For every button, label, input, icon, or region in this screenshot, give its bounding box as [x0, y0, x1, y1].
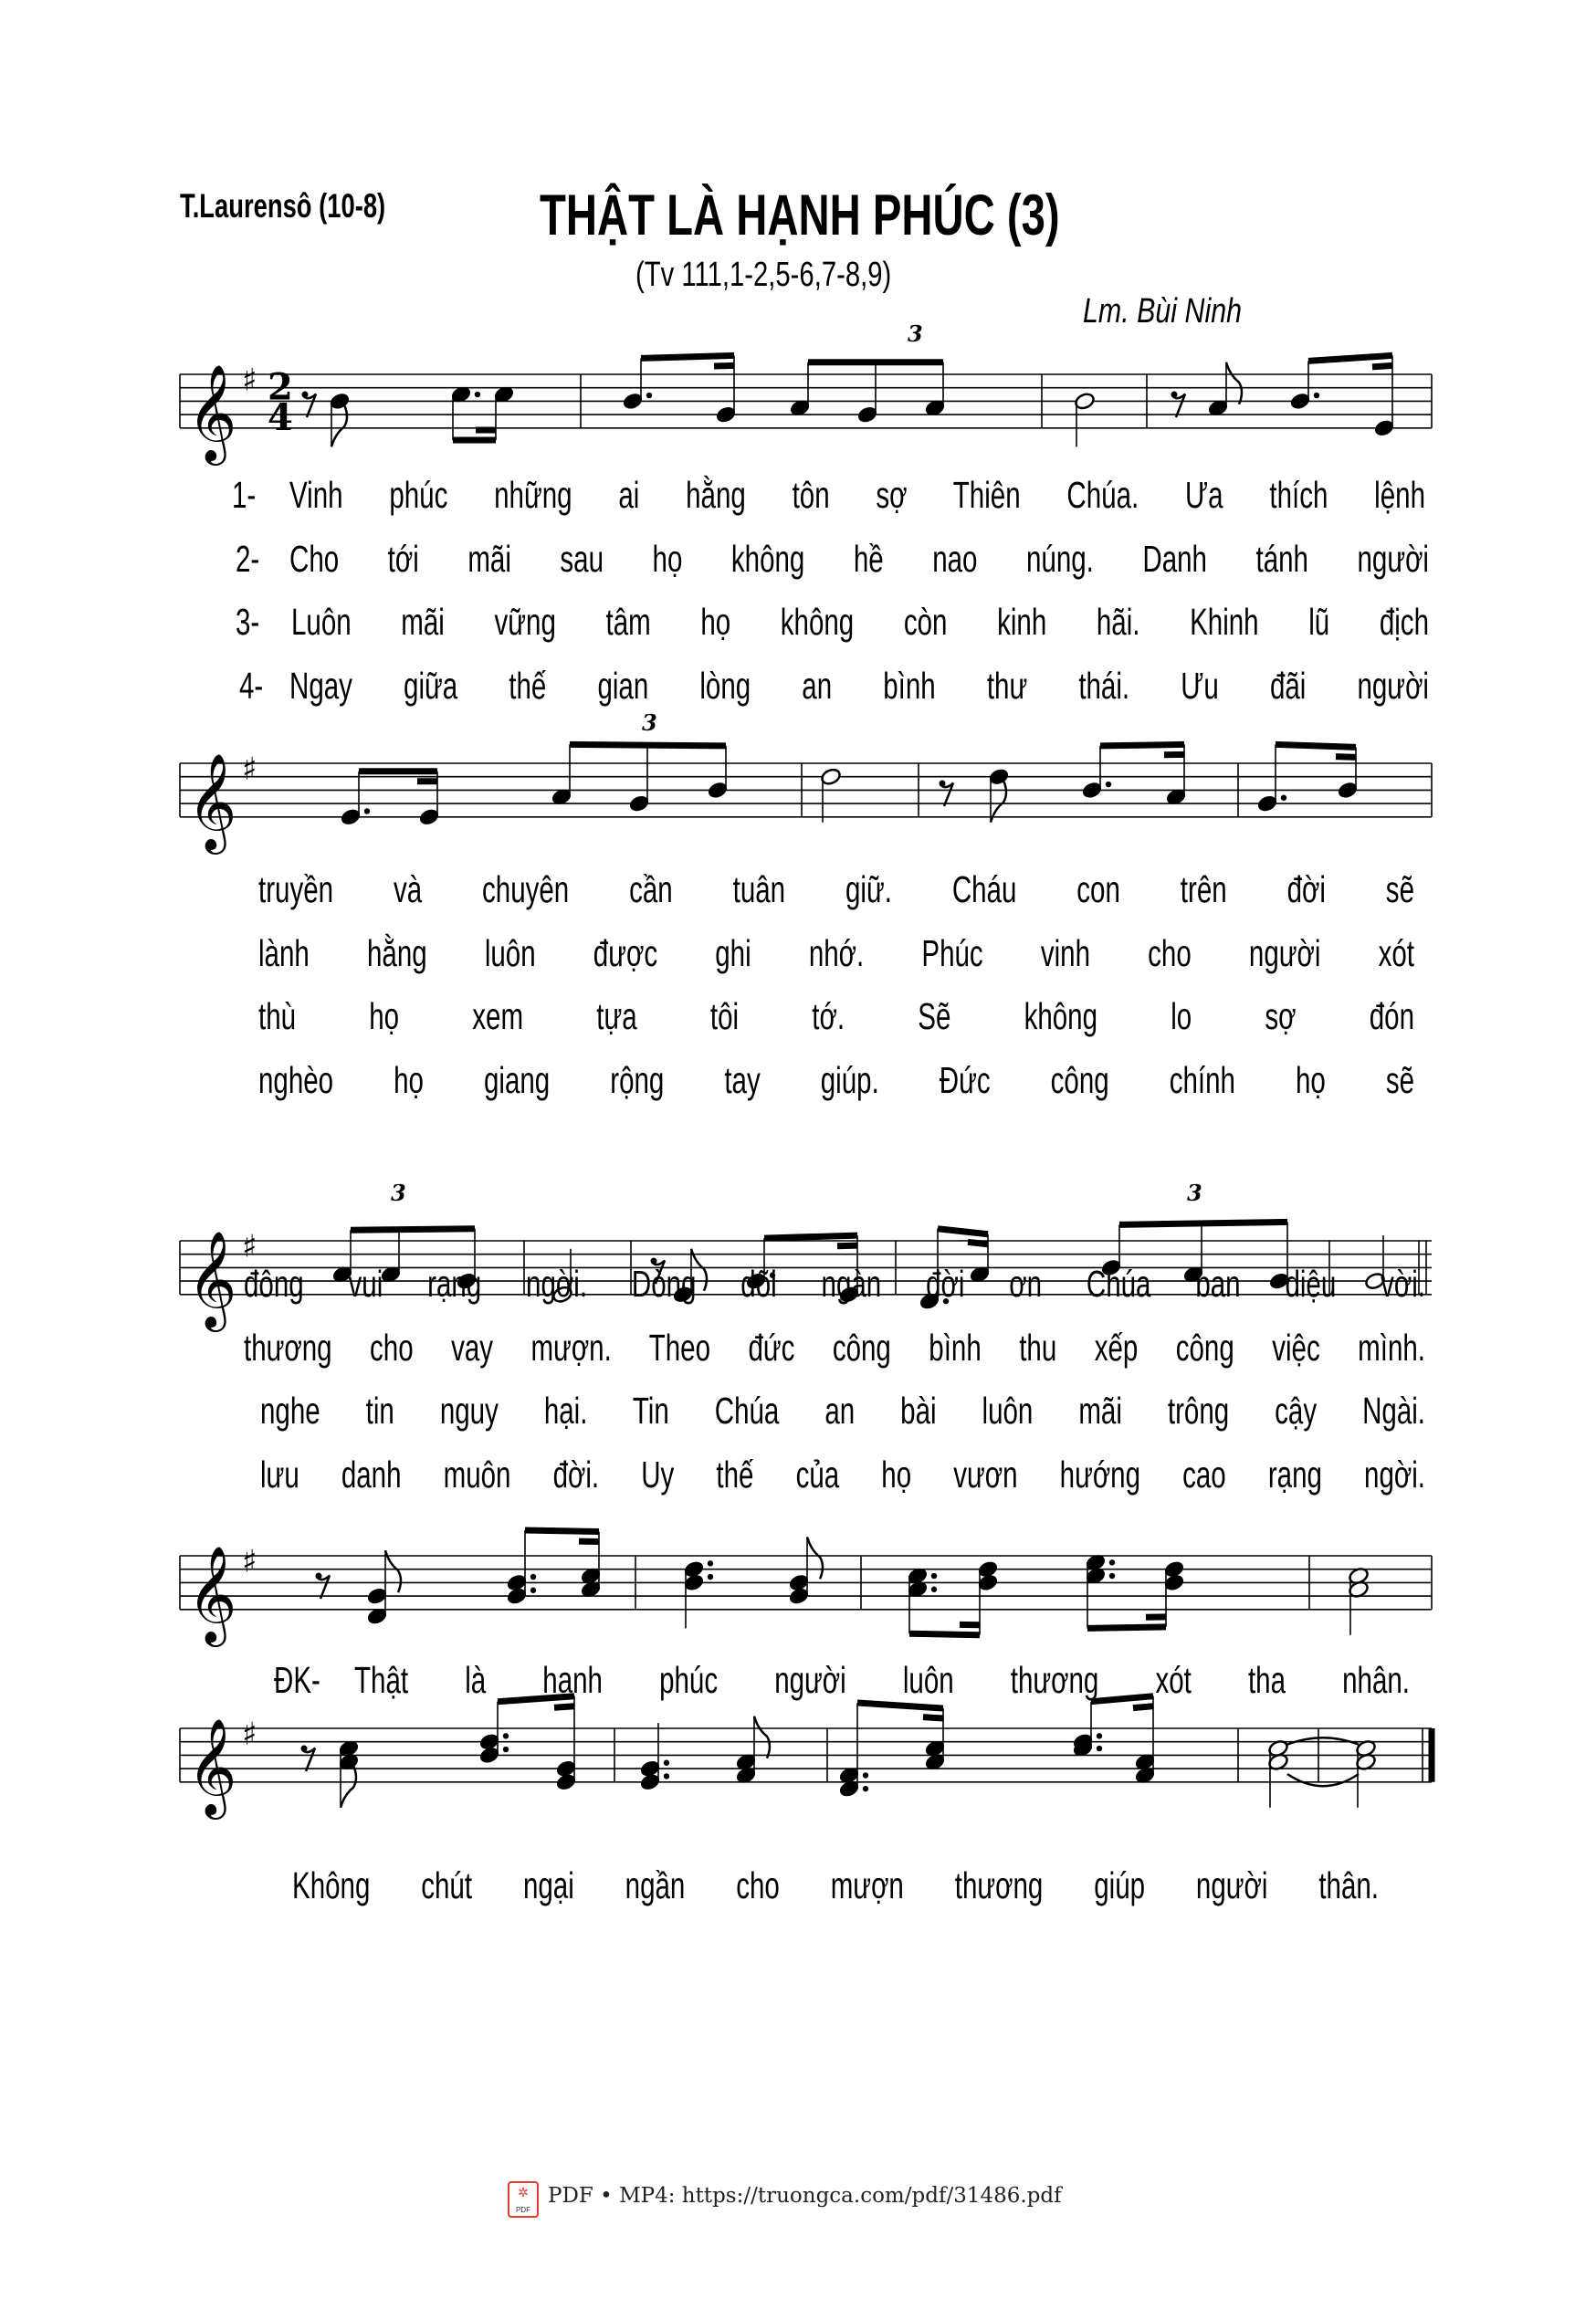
lyric-line: nghe tin nguy hại. Tin Chúa an bài luôn mãi trông cậy Ngài. — [260, 1390, 1425, 1432]
staff — [180, 1530, 1432, 1647]
beam — [938, 1229, 988, 1234]
eighth-flag-icon — [754, 1716, 770, 1758]
eighth-rest-dot — [1171, 392, 1178, 398]
triplet-mark: 3 — [1187, 1180, 1202, 1206]
dot — [931, 1587, 937, 1592]
treble-clef-icon: 𝄞 — [187, 1544, 237, 1643]
key-signature-sharp-icon: ♯ — [242, 1228, 257, 1265]
key-signature-sharp-icon: ♯ — [242, 1716, 257, 1753]
key-signature-sharp-icon: ♯ — [242, 751, 257, 788]
eighth-flag-icon — [807, 1537, 823, 1579]
dot — [664, 1773, 669, 1779]
dot — [364, 808, 370, 814]
dot — [863, 1786, 868, 1791]
verse-number: 3- — [236, 601, 260, 643]
triplet-mark: 3 — [642, 709, 657, 736]
lyric-line: thương cho vay mượn. Theo đức công bình thu xếp công việc mình. — [244, 1327, 1425, 1369]
dot — [708, 1574, 713, 1580]
dot — [1109, 1573, 1115, 1579]
treble-clef-icon: 𝄞 — [187, 751, 237, 850]
dot — [1314, 393, 1319, 398]
refrain-line: Thật là hạnh phúc người luôn thương xót tha nhân. — [354, 1659, 1410, 1701]
sixteenth-beam — [1336, 757, 1356, 758]
dot — [1097, 1746, 1102, 1751]
sixteenth-beam — [554, 1706, 574, 1708]
song-title: THẬT LÀ HẠNH PHÚC (3) — [540, 184, 1060, 247]
sixteenth-beam — [968, 1242, 988, 1244]
staff — [180, 320, 1432, 466]
refrain-label: ĐK- — [274, 1659, 320, 1701]
dot — [503, 1733, 509, 1738]
dot — [664, 1760, 669, 1766]
refrain-line: Không chút ngại ngần cho mượn thương giúp người thân. — [292, 1864, 1379, 1906]
dot — [931, 1573, 937, 1579]
beam — [1119, 1222, 1287, 1224]
treble-clef-icon: 𝄞 — [187, 1229, 237, 1328]
beam — [1308, 355, 1392, 361]
dot — [863, 1772, 868, 1778]
composer: Lm. Bùi Ninh — [1083, 292, 1243, 331]
eighth-flag-icon — [991, 781, 1006, 823]
feast-label: T.Laurensô (10-8) — [180, 187, 386, 225]
lyric-line: đông vui rạng ngời. Dòng dõi ngàn đời ơn Chúa ban diệu vời. — [244, 1263, 1425, 1305]
verse-number: 1- — [232, 474, 257, 516]
eighth-flag-icon — [331, 404, 347, 446]
staff — [180, 709, 1432, 855]
pdf-icon-label: PDF — [516, 2206, 530, 2214]
sixteenth-beam — [1372, 365, 1392, 366]
lyric-line: Cho tới mãi sau họ không hề nao núng. Danh tánh người — [289, 538, 1429, 580]
psalm-reference: (Tv 111,1-2,5-6,7-8,9) — [635, 256, 892, 294]
dot — [475, 392, 480, 397]
dot — [530, 1588, 536, 1593]
beam — [1276, 744, 1356, 747]
eighth-flag-icon — [1226, 362, 1242, 404]
sixteenth-beam — [1133, 1706, 1153, 1708]
dot — [646, 393, 652, 398]
lyric-line: lưu danh muôn đời. Uy thế của họ vươn hướng cao rạng ngời. — [260, 1454, 1425, 1496]
verse-number: 4- — [239, 665, 264, 707]
lyric-line: Ngay giữa thế gian lòng an bình thư thái. Ưu đãi người — [289, 665, 1429, 707]
beam — [909, 1633, 980, 1635]
time-signature-top: 2 — [268, 365, 293, 409]
lyric-line: Vinh phúc những ai hằng tôn sợ Thiên Chúa. Ưa thích lệnh — [289, 474, 1425, 516]
eighth-rest-dot — [316, 1573, 322, 1580]
lyric-line: thù họ xem tựa tôi tớ. Sẽ không lo sợ đón — [258, 995, 1414, 1037]
beam — [764, 1235, 857, 1238]
time-signature-bottom: 4 — [268, 395, 293, 439]
sixteenth-beam — [714, 365, 734, 366]
beam — [641, 355, 734, 358]
verse-number: 2- — [236, 538, 260, 580]
sixteenth-beam — [923, 1717, 943, 1718]
eighth-rest-dot — [940, 781, 946, 787]
key-signature-sharp-icon: ♯ — [242, 362, 257, 399]
sixteenth-beam — [837, 1245, 857, 1246]
staff — [180, 1180, 1432, 1332]
eighth-flag-icon — [385, 1550, 401, 1592]
dot — [1281, 795, 1286, 801]
eighth-flag-icon — [341, 1766, 356, 1808]
dot — [530, 1574, 536, 1580]
lyric-line: Luôn mãi vững tâm họ không còn kinh hãi. Khinh lũ địch — [291, 601, 1429, 643]
key-signature-sharp-icon: ♯ — [242, 1543, 257, 1580]
treble-clef-icon: 𝄞 — [187, 362, 237, 461]
eighth-rest-dot — [301, 1746, 308, 1752]
triplet-mark: 3 — [391, 1180, 406, 1206]
beam — [525, 1530, 599, 1532]
dot — [1109, 1559, 1115, 1565]
dot — [1106, 782, 1111, 787]
staff — [180, 1696, 1432, 1820]
treble-clef-icon: 𝄞 — [187, 1716, 237, 1815]
lyric-line: nghèo họ giang rộng tay giúp. Đức công chính họ sẽ — [258, 1059, 1414, 1101]
footer-link[interactable]: PDF • MP4: https://truongca.com/pdf/31486.pdf — [548, 2184, 1062, 2208]
triplet-mark: 3 — [908, 320, 923, 347]
lyric-line: truyền và chuyên cần tuân giữ. Cháu con trên đời sẽ — [258, 868, 1414, 910]
dot — [503, 1747, 509, 1752]
beam — [1087, 1627, 1166, 1629]
dot — [708, 1560, 713, 1566]
lyric-line: lành hằng luôn được ghi nhớ. Phúc vinh cho người xót — [258, 932, 1414, 974]
tie — [1287, 1774, 1359, 1786]
eighth-rest-dot — [302, 392, 309, 398]
pdf-file-icon — [508, 2181, 539, 2218]
beam — [351, 1229, 475, 1231]
acrobat-icon: ✲ — [518, 2185, 529, 2199]
beam — [1100, 744, 1184, 746]
dot — [1097, 1733, 1102, 1738]
beam — [857, 1703, 943, 1708]
